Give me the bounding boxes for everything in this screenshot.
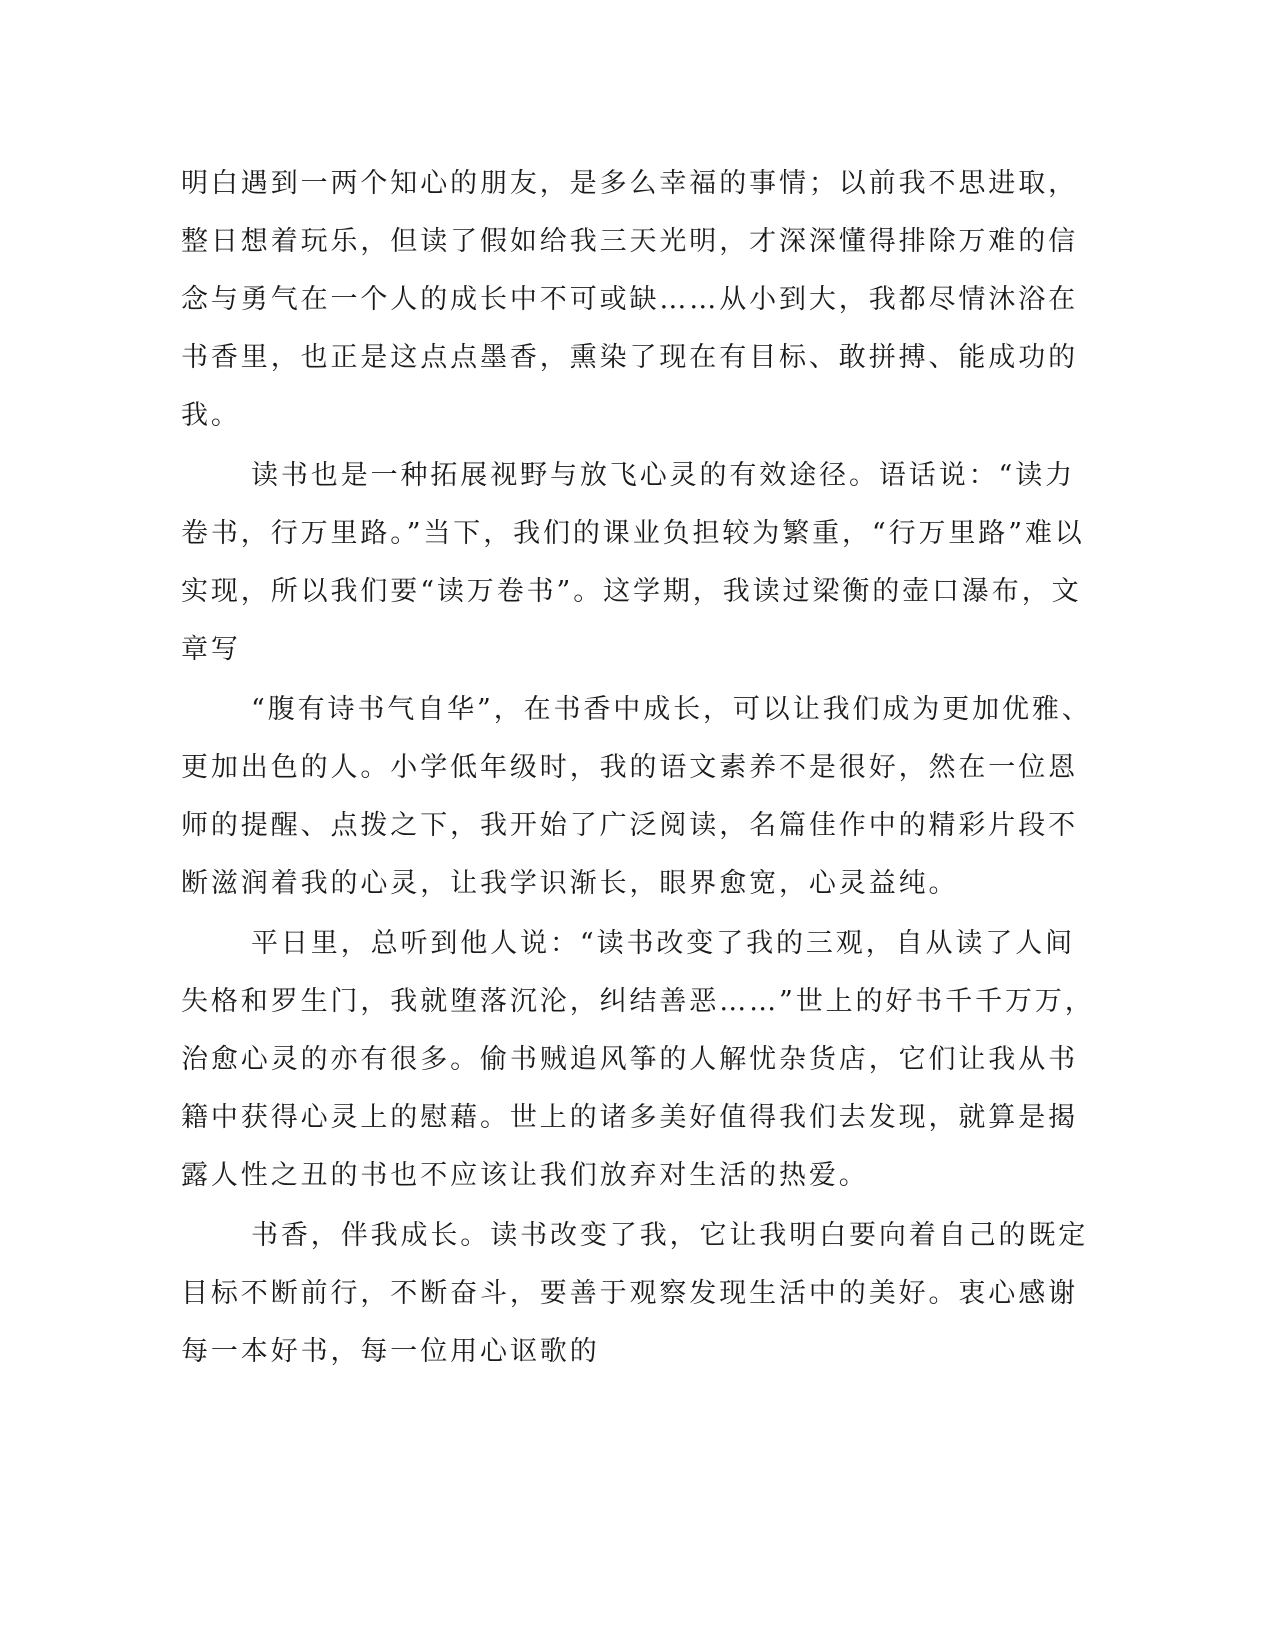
text-line: 治愈心灵的亦有很多。偷书贼追风筝的人解忧杂货店，它们让我从书: [181, 1044, 1078, 1075]
text-line: 露人性之丑的书也不应该让我们放弃对生活的热爱。: [181, 1160, 869, 1191]
text-line: 书香里，也正是这点点墨香，熏染了现在有目标、敢拼搏、能成功的: [181, 342, 1078, 373]
text-line: 念与勇气在一个人的成长中不可或缺……从小到大，我都尽情沐浴在: [181, 284, 1078, 315]
text-line: 章写: [181, 634, 241, 665]
text-line: 断滋润着我的心灵，让我学识渐长，眼界愈宽，心灵益纯。: [181, 868, 959, 899]
text-line: 师的提醒、点拨之下，我开始了广泛阅读，名篇佳作中的精彩片段不: [181, 810, 1078, 841]
text-line: 整日想着玩乐，但读了假如给我三天光明，才深深懂得排除万难的信: [181, 226, 1078, 257]
text-line: 实现，所以我们要“读万卷书”。这学期，我读过梁衡的壶口瀑布，文: [181, 576, 1082, 607]
text-line: 失格和罗生门，我就堕落沉沦，纠结善恶……”世上的好书千千万万，: [181, 986, 1095, 1017]
text-line: “腹有诗书气自华”，在书香中成长，可以让我们成为更加优雅、: [251, 694, 1092, 725]
text-line: 平日里，总听到他人说：“读书改变了我的三观，自从读了人间: [251, 928, 1076, 959]
text-line: 每一本好书，每一位用心讴歌的: [181, 1336, 600, 1367]
text-line: 更加出色的人。小学低年级时，我的语文素养不是很好，然在一位恩: [181, 752, 1078, 783]
text-line: 籍中获得心灵上的慰藉。世上的诸多美好值得我们去发现，就算是揭: [181, 1102, 1078, 1133]
text-line: 卷书，行万里路。”当下，我们的课业负担较为繁重，“行万里路”难以: [181, 518, 1085, 549]
text-line: 我。: [181, 400, 241, 431]
text-line: 明白遇到一两个知心的朋友，是多么幸福的事情；以前我不思进取，: [181, 168, 1078, 199]
text-line: 读书也是一种拓展视野与放飞心灵的有效途径。语话说：“读力: [251, 460, 1076, 491]
text-line: 书香，伴我成长。读书改变了我，它让我明白要向着自己的既定: [251, 1220, 1089, 1251]
text-line: 目标不断前行，不断奋斗，要善于观察发现生活中的美好。衷心感谢: [181, 1278, 1078, 1309]
